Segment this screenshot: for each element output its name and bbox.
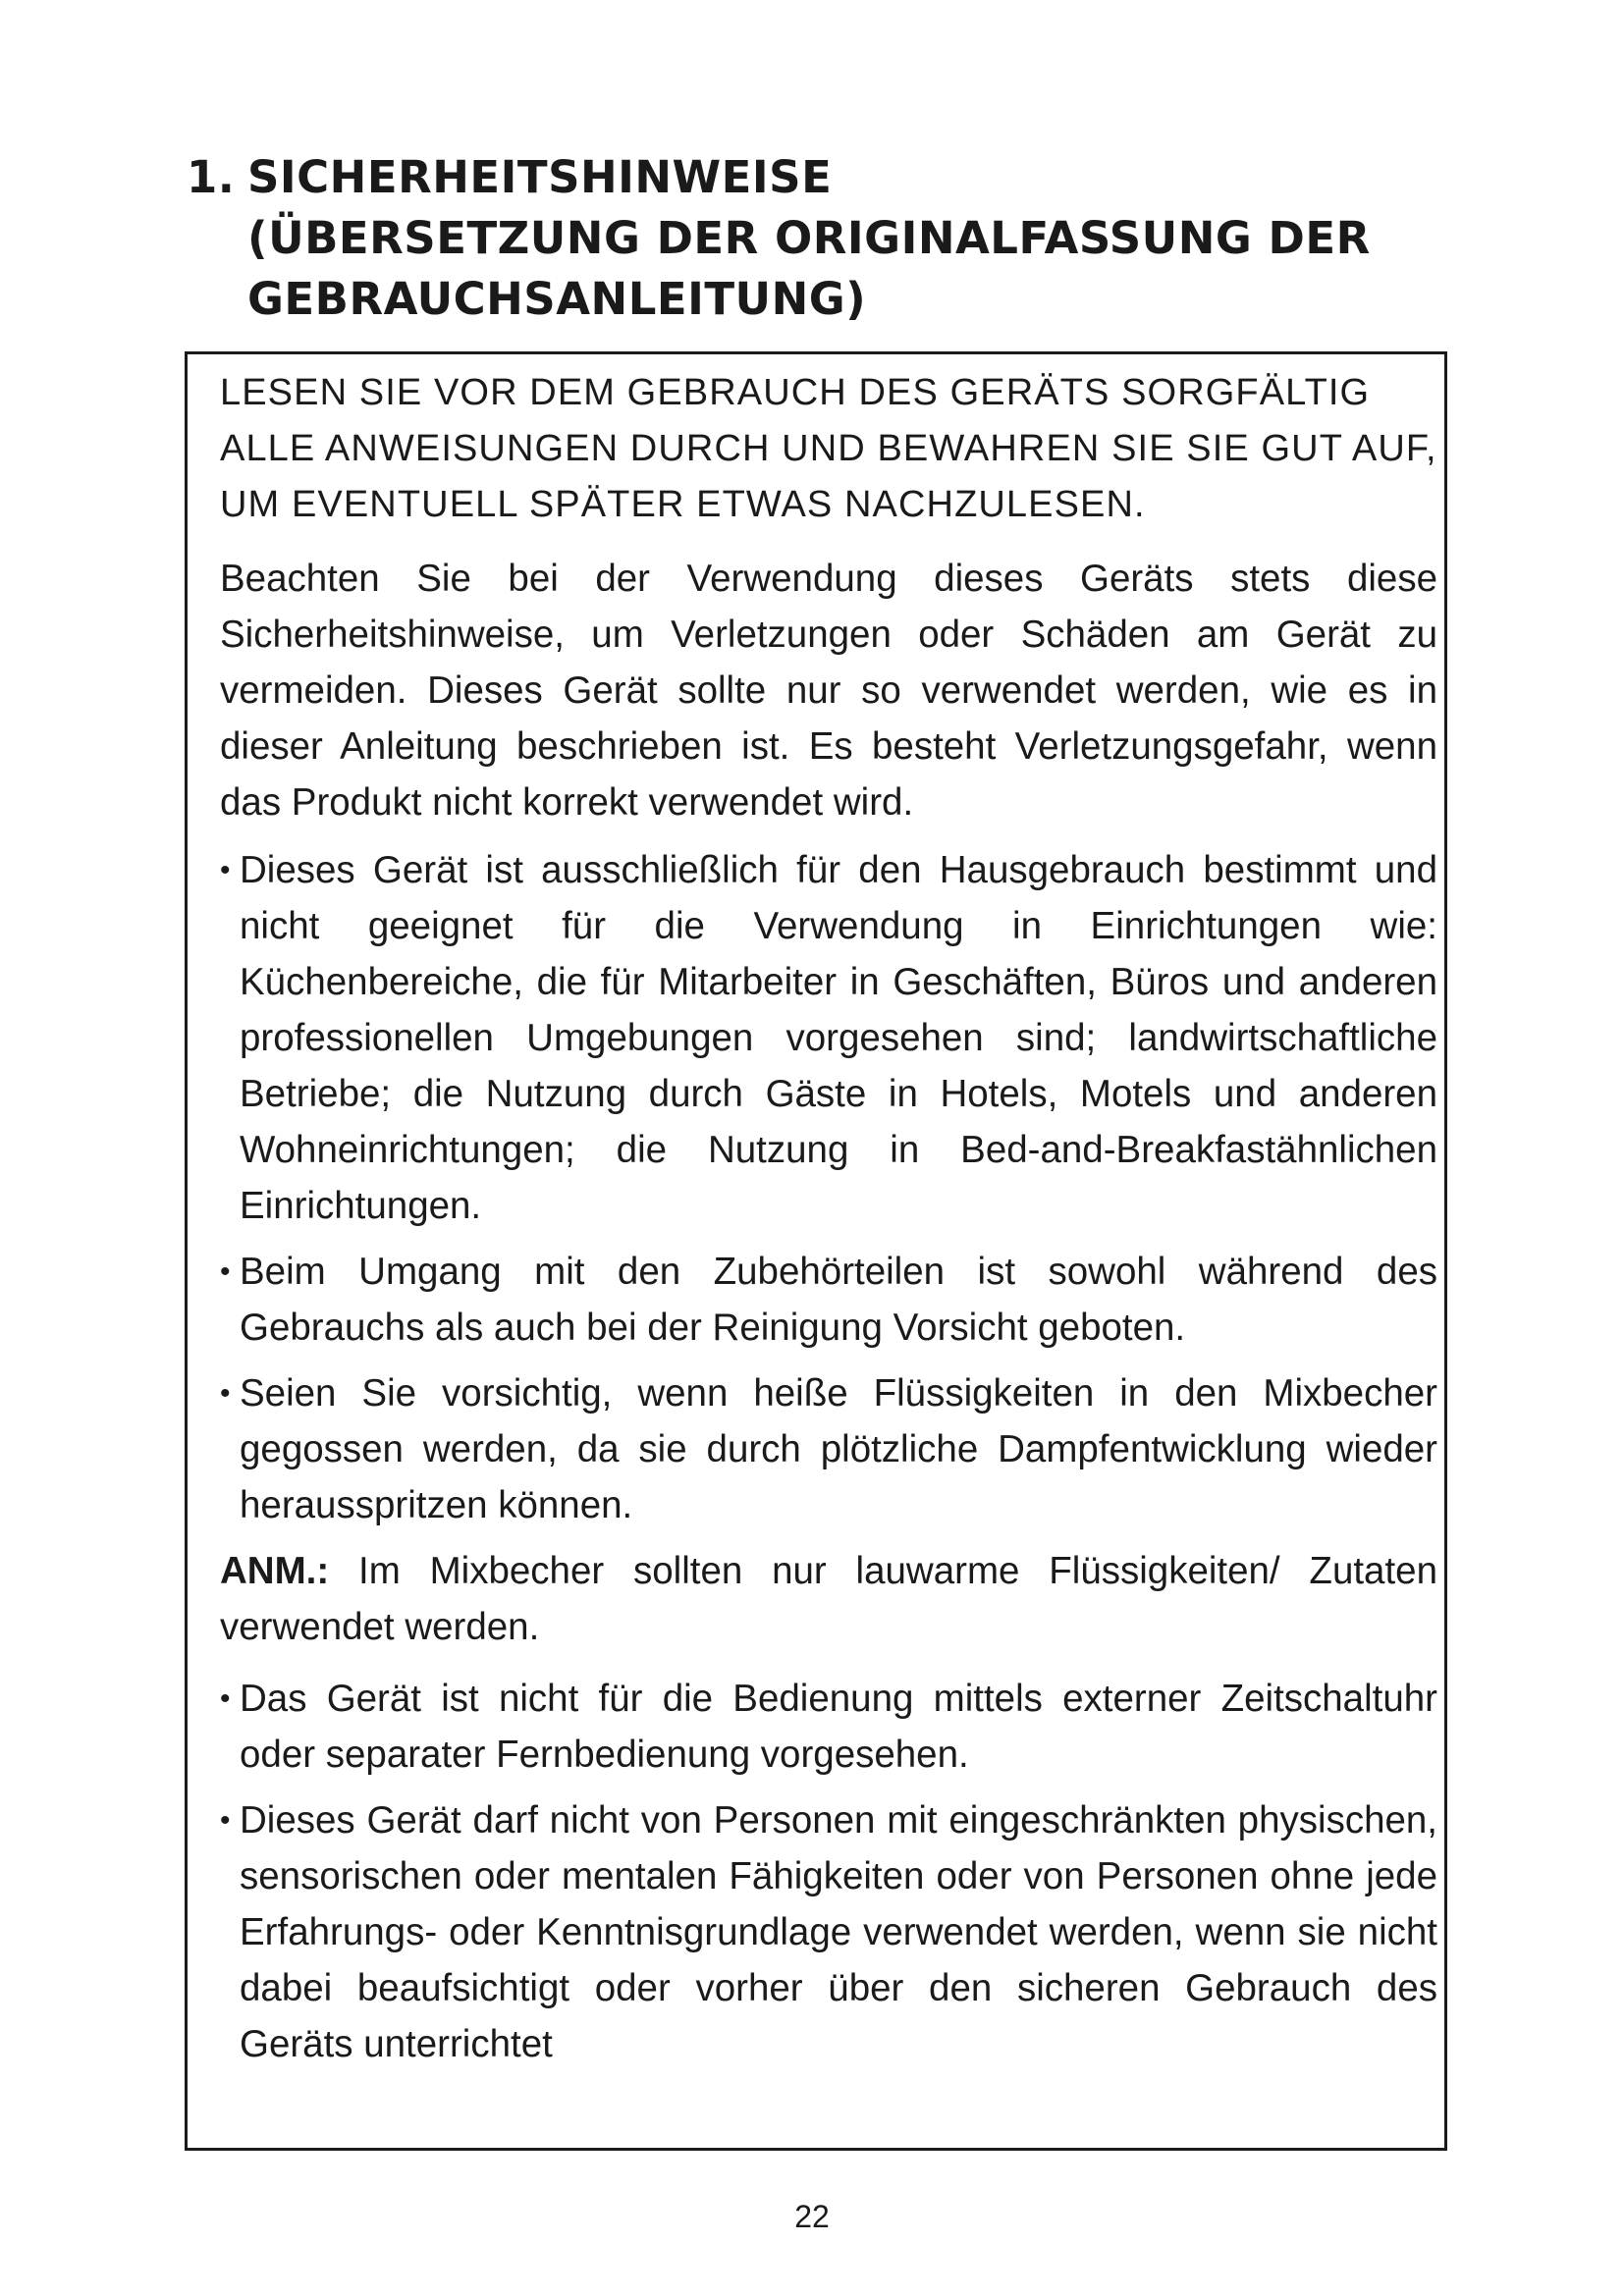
bullet-list-b xyxy=(220,1671,1437,2072)
page-number: 22 xyxy=(794,2199,830,2234)
bullet-icon: • xyxy=(220,1255,231,1288)
heading-line-1 xyxy=(187,147,1463,208)
bullet-icon: • xyxy=(220,1682,231,1715)
intro-caps-text: LESEN SIE VOR DEM GEBRAUCH DES GERÄTS SORGFÄLTIG ALLE ANWEISUNGEN DURCH UND BEWAHREN SIE SIE GUT AUF, UM EVENTUELL SPÄTER ETWAS NACHZULESEN. xyxy=(220,372,1437,525)
intro-paragraph: Beachten Sie bei der Verwendung dieses Geräts stets diese Sicherheitshinweise, um Verletzungen oder Schäden am Gerät zu vermeiden. Dieses Gerät sollte nur so verwendet werden, wie es in dieser Anleitung beschrieben ist. Es besteht Verletzungsgefahr, wenn das Produkt nicht korrekt verwendet wird. xyxy=(220,558,1437,824)
list-item xyxy=(220,1244,1437,1356)
list-item xyxy=(220,1365,1437,1533)
heading-line-2: (ÜBERSETZUNG DER ORIGINALFASSUNG DER xyxy=(247,212,1371,264)
list-item-text: Dieses Gerät ist ausschließlich für den Hausgebrauch bestimmt und nicht geeignet für die Verwendung in Einrichtungen wie: Küchenbereiche, die für Mitarbeiter in Geschäften, Büros und anderen professionellen Umgebungen vorgesehen sind; landwirtschaftliche Betriebe; die Nutzung durch Gäste in Hotels, Motels und anderen Wohneinrichtungen; die Nutzung in Bed-and-Breakfastähnlichen Einrichtungen. xyxy=(240,849,1437,1227)
bullet-list-a xyxy=(220,842,1437,1533)
bullet-icon: • xyxy=(220,1804,231,1837)
list-item-text: Das Gerät ist nicht für die Bedienung mittels externer Zeitschaltuhr oder separater Fernbedienung vorgesehen. xyxy=(240,1678,1437,1776)
list-item-text: Dieses Gerät darf nicht von Personen mit eingeschränkten physischen, sensorischen oder mentalen Fähigkeiten oder von Personen ohne jede Erfahrungs- oder Kenntnisgrundlage verwendet werden, wenn sie nicht dabei beaufsichtigt oder vorher über den sicheren Gebrauch des Geräts unterrichtet xyxy=(240,1799,1437,2065)
section-heading xyxy=(187,147,1463,330)
note-text: Im Mixbecher sollten nur lauwarme Flüssigkeiten/ Zutaten verwendet werden. xyxy=(220,1550,1437,1648)
list-item-text: Beim Umgang mit den Zubehörteilen ist sowohl während des Gebrauchs als auch bei der Reinigung Vorsicht geboten. xyxy=(240,1251,1437,1349)
bullet-icon: • xyxy=(220,1377,231,1410)
safety-notice-content xyxy=(220,365,1437,2082)
list-item xyxy=(220,1671,1437,1783)
note-label: ANM.: xyxy=(220,1550,330,1592)
heading-line-3: GEBRAUCHSANLEITUNG) xyxy=(247,273,867,325)
list-item-text: Seien Sie vorsichtig, wenn heiße Flüssigkeiten in den Mixbecher gegossen werden, da sie durch plötzliche Dampfentwicklung wieder herausspritzen können. xyxy=(240,1372,1437,1526)
bullet-icon: • xyxy=(220,854,231,886)
heading-title: SICHERHEITSHINWEISE xyxy=(247,151,833,203)
section-number: 1. xyxy=(187,151,236,203)
list-item xyxy=(220,842,1437,1234)
note-paragraph xyxy=(220,1543,1437,1655)
list-item xyxy=(220,1792,1437,2072)
